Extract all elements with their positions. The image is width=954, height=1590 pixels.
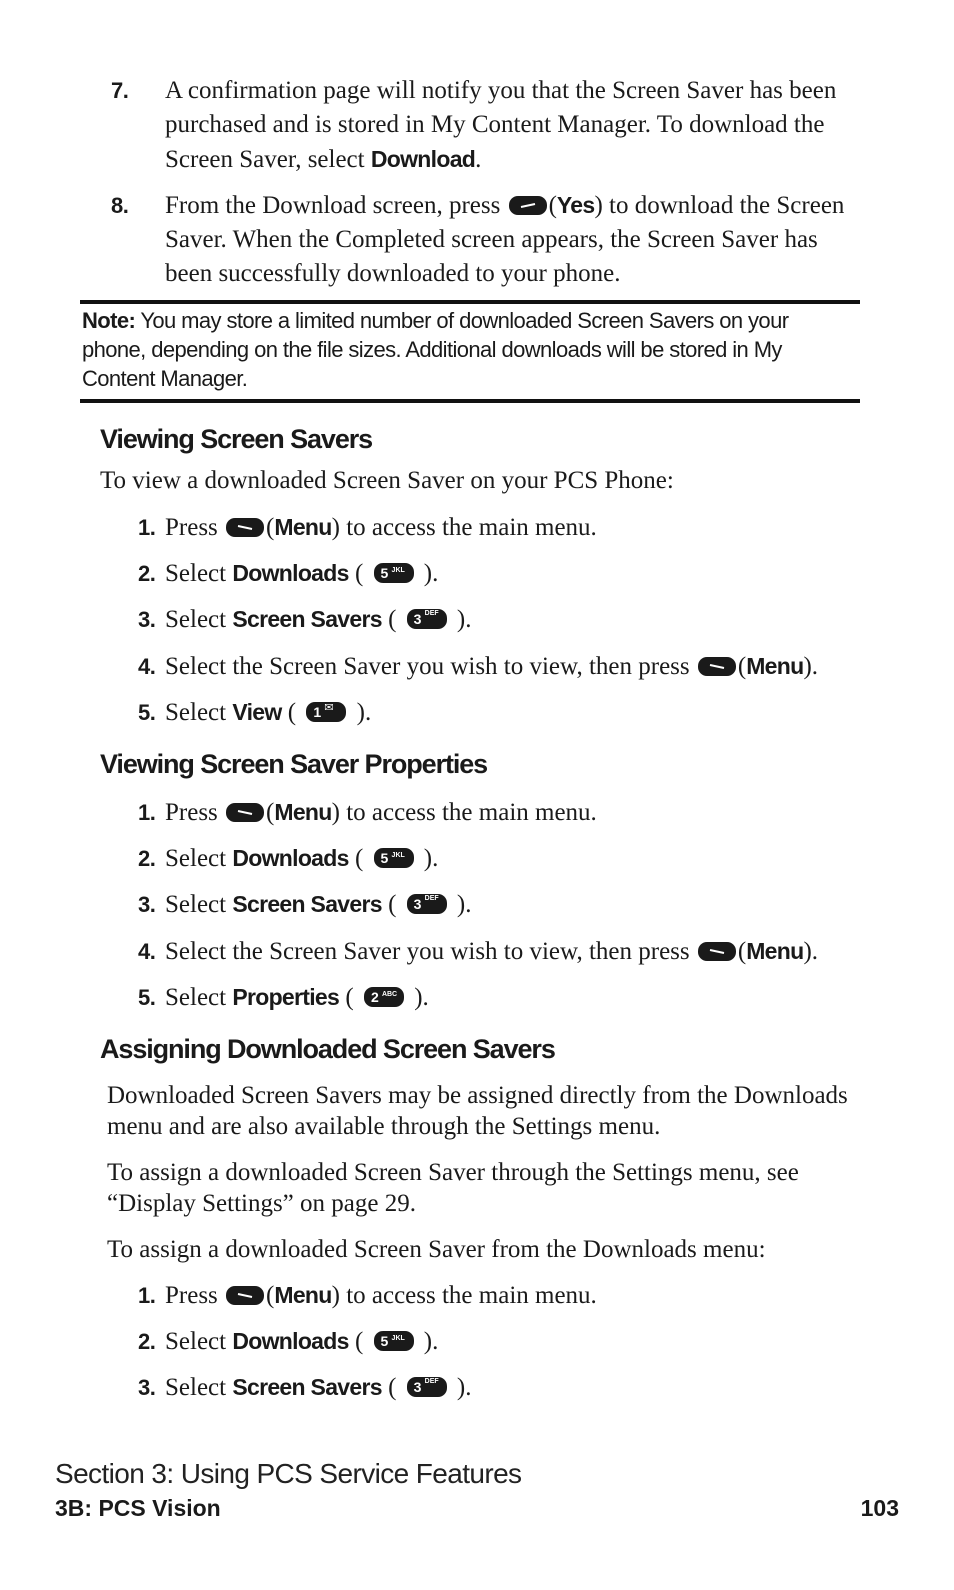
step-8: 8. From the Download screen, press (Yes) to download the Screen Saver. When the Completed screen appears, the Screen Saver has been successfully downloaded to your phone. <box>138 188 871 291</box>
s1-step-4: 4. Select the Screen Saver you wish to view, then press (Menu). <box>138 653 819 680</box>
note-top-rule <box>80 300 860 304</box>
key-3-icon: 3 DEF <box>407 1377 447 1397</box>
note-text: You may store a limited number of downloaded Screen Savers on your phone, depending on the file sizes. Additional downloads will be stored in My Content Manager. <box>82 308 789 391</box>
key-1-icon: 1 ✉ <box>306 702 346 722</box>
download-label: Download <box>370 146 476 172</box>
step-text: A confirmation page will notify you that the Screen Saver has been purchased and is stored in My Content Manager. To download the Screen Saver, select <box>165 77 837 173</box>
key-2-icon: 2 ABC <box>364 987 404 1007</box>
footer-section-title: Section 3: Using PCS Service Features <box>55 1458 522 1489</box>
heading-assigning-downloaded-screen-savers: Assigning Downloaded Screen Savers <box>100 1034 555 1064</box>
softkey-icon <box>226 518 264 537</box>
section3-para1: Downloaded Screen Savers may be assigned directly from the Downloads menu and are also available through the Settings menu. <box>107 1082 848 1140</box>
step-7: 7. A confirmation page will notify you that the Screen Saver has been purchased and is stored in My Content Manager. To download the Screen Saver, select Download. <box>138 74 871 177</box>
softkey-icon <box>698 942 736 961</box>
section3-para2: To assign a downloaded Screen Saver through the Settings menu, see “Display Settings” on page 29. <box>107 1159 799 1217</box>
s3-step-2: 2. Select Downloads ( 5 JKL ). <box>138 1328 439 1355</box>
s2-step-4: 4. Select the Screen Saver you wish to view, then press (Menu). <box>138 938 819 965</box>
key-3-icon: 3 DEF <box>407 894 447 914</box>
s1-step-2: 2. Select Downloads ( 5 JKL ). <box>138 560 439 587</box>
key-5-icon: 5 JKL <box>374 1331 414 1351</box>
step-number: 8. <box>111 193 129 218</box>
s2-step-5: 5. Select Properties ( 2 ABC ). <box>138 984 429 1011</box>
s1-step-1: 1. Press (Menu) to access the main menu. <box>138 514 597 541</box>
s2-step-1: 1. Press (Menu) to access the main menu. <box>138 799 597 826</box>
softkey-icon <box>226 803 264 822</box>
yes-label: Yes <box>556 192 595 218</box>
heading-viewing-screen-saver-properties: Viewing Screen Saver Properties <box>100 749 488 779</box>
left-softkey-icon <box>509 196 547 215</box>
s3-step-1: 1. Press (Menu) to access the main menu. <box>138 1282 597 1309</box>
section3-para3: To assign a downloaded Screen Saver from the Downloads menu: <box>107 1236 766 1263</box>
page-number: 103 <box>860 1495 899 1521</box>
heading-viewing-screen-savers: Viewing Screen Savers <box>100 424 373 454</box>
step-number: 7. <box>111 78 129 103</box>
note-label: Note: <box>82 308 136 333</box>
key-5-icon: 5 JKL <box>374 848 414 868</box>
section1-intro: To view a downloaded Screen Saver on your PCS Phone: <box>100 467 674 494</box>
s1-step-3: 3. Select Screen Savers ( 3 DEF ). <box>138 606 472 633</box>
key-3-icon: 3 DEF <box>407 609 447 629</box>
footer-chapter: 3B: PCS Vision <box>55 1495 221 1521</box>
note <box>82 306 842 393</box>
s2-step-2: 2. Select Downloads ( 5 JKL ). <box>138 845 439 872</box>
s1-step-5: 5. Select View ( 1 ✉ ). <box>138 699 372 726</box>
softkey-icon <box>226 1286 264 1305</box>
note-bottom-rule <box>80 399 860 403</box>
s2-step-3: 3. Select Screen Savers ( 3 DEF ). <box>138 891 472 918</box>
s3-step-3: 3. Select Screen Savers ( 3 DEF ). <box>138 1374 472 1401</box>
softkey-icon <box>698 657 736 676</box>
key-5-icon: 5 JKL <box>374 563 414 583</box>
